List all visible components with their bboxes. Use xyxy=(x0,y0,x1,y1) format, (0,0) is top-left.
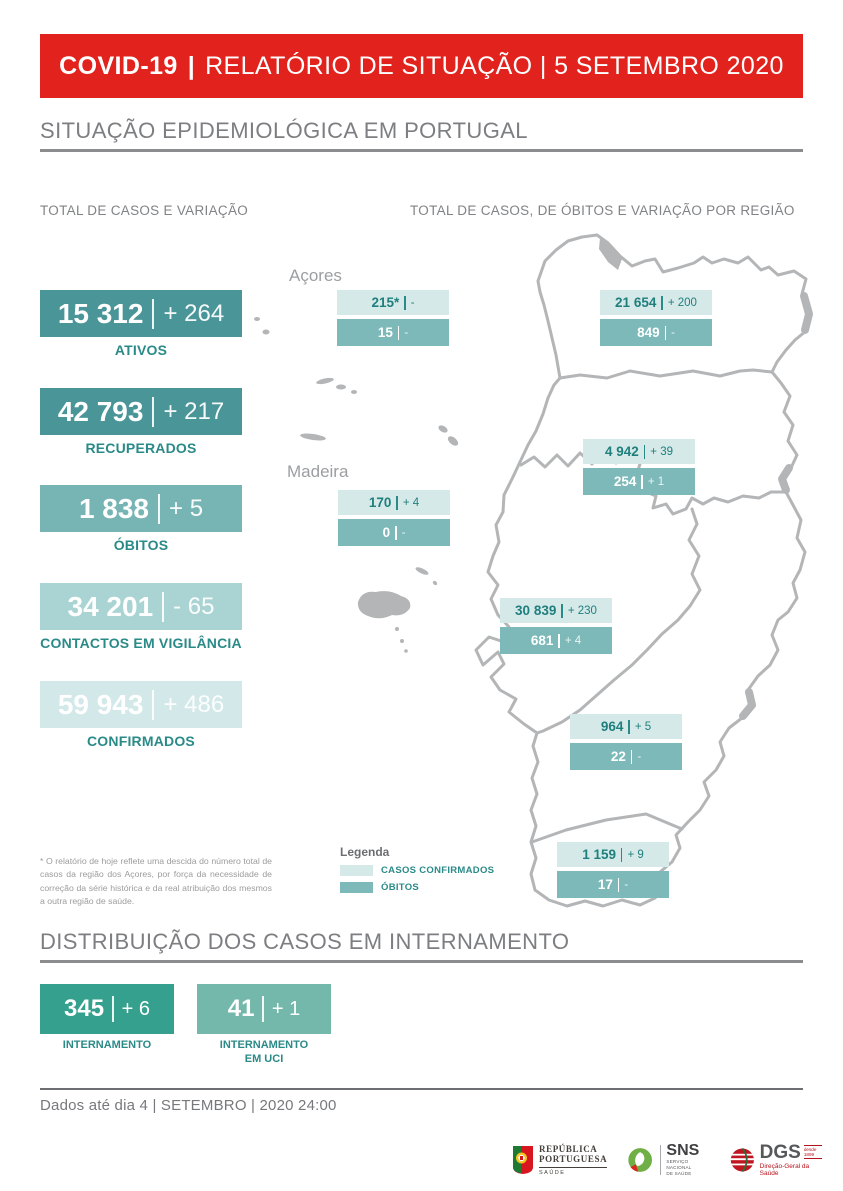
section-divider-2 xyxy=(40,960,803,963)
value-separator xyxy=(641,475,643,489)
norte-cases-value: 21 654 xyxy=(615,295,657,310)
region-boxes-norte xyxy=(600,290,712,346)
azores-label: Açores xyxy=(289,266,342,285)
value-separator xyxy=(152,690,154,720)
algarve-deaths-variation: - xyxy=(624,878,629,891)
stat-box-confirmados xyxy=(40,681,242,728)
norte-deaths-value: 849 xyxy=(637,325,660,340)
obitos-value: 1 838 xyxy=(78,492,150,524)
value-separator xyxy=(404,296,406,310)
dgs-since: desde 1899 xyxy=(804,1145,822,1159)
region-boxes-centro xyxy=(583,439,695,495)
ativos-label: ATIVOS xyxy=(114,342,168,358)
map-border-norte-centro xyxy=(560,370,772,378)
azores-cases-box xyxy=(337,290,449,315)
dgs-logo xyxy=(729,1143,822,1177)
map-border-thick-east xyxy=(782,468,789,490)
internamento-label: INTERNAMENTO xyxy=(62,1039,152,1051)
obitos-label: ÓBITOS xyxy=(113,537,169,553)
azores-cases-variation: - xyxy=(410,296,415,309)
algarve-cases-value: 1 159 xyxy=(582,847,616,862)
value-separator xyxy=(398,326,400,340)
recuperados-variation: + 217 xyxy=(163,397,225,425)
alentejo-cases-variation: + 5 xyxy=(634,720,652,733)
ativos-variation: + 264 xyxy=(163,299,225,327)
report-title-bold: COVID-19 xyxy=(59,51,178,80)
section-divider-1 xyxy=(40,149,803,152)
azores-footnote: * O relatório de hoje reflete uma descida do número total de casos da região dos Açores, por força da necessidade de correção da série histórica e da real atribuição dos mesmos a outra região de saúde. xyxy=(40,856,272,907)
footer-divider xyxy=(40,1088,803,1090)
value-separator xyxy=(561,604,563,618)
report-title-rest: RELATÓRIO DE SITUAÇÃO | 5 SETEMBRO 2020 xyxy=(205,51,784,80)
region-boxes-algarve xyxy=(557,842,669,898)
algarve-deaths-box xyxy=(557,871,669,898)
republica-line2: PORTUGUESA xyxy=(539,1154,608,1164)
lisboa-deaths-box xyxy=(500,627,612,654)
stat-box-ativos xyxy=(40,290,242,337)
contactos-value: 34 201 xyxy=(67,590,154,622)
alentejo-cases-box xyxy=(570,714,682,739)
madeira-label: Madeira xyxy=(287,462,349,481)
uci-variation: + 1 xyxy=(271,997,301,1020)
value-separator xyxy=(628,720,630,734)
data-cutoff-note: Dados até dia 4 | SETEMBRO | 2020 24:00 xyxy=(40,1097,337,1114)
republica-tagline: SAÚDE xyxy=(539,1167,607,1176)
republica-line1: REPÚBLICA xyxy=(539,1143,598,1154)
region-boxes-alentejo xyxy=(570,714,682,770)
legend-swatch-cases xyxy=(340,865,373,876)
lisboa-deaths-value: 681 xyxy=(530,633,554,648)
uci-value: 41 xyxy=(227,995,255,1022)
report-header-banner xyxy=(40,34,803,98)
sns-icon xyxy=(627,1145,653,1175)
value-separator xyxy=(396,496,398,510)
algarve-cases-variation: + 9 xyxy=(627,848,644,861)
value-separator xyxy=(152,397,154,427)
internamento-uci-label: INTERNAMENTO EM UCI xyxy=(219,1039,309,1066)
sns-subtitle-line2: DE SAÚDE xyxy=(666,1170,692,1176)
legend-label-cases: CASOS CONFIRMADOS xyxy=(381,865,495,876)
algarve-cases-box xyxy=(557,842,669,867)
value-separator xyxy=(158,494,160,524)
value-separator xyxy=(665,326,667,340)
alentejo-deaths-variation: - xyxy=(637,750,642,763)
internamento-value: 345 xyxy=(64,995,105,1022)
republica-portuguesa-logo xyxy=(512,1144,607,1177)
subtitle-national-totals: TOTAL DE CASOS E VARIAÇÃO xyxy=(40,203,249,218)
obitos-variation: + 5 xyxy=(169,494,204,522)
value-separator xyxy=(621,848,623,862)
stat-box-contactos xyxy=(40,583,242,630)
region-boxes-azores xyxy=(337,290,449,346)
stat-box-internamento xyxy=(40,984,174,1034)
legend-item-cases xyxy=(340,865,494,876)
map-border-thick-se xyxy=(743,692,752,716)
dgs-subtitle: Direção-Geral da Saúde xyxy=(759,1163,810,1177)
contactos-variation: - 65 xyxy=(173,592,215,620)
sns-title: SNS xyxy=(666,1142,700,1160)
stat-box-obitos xyxy=(40,485,242,532)
value-separator xyxy=(631,750,633,764)
section-title-hospital: DISTRIBUIÇÃO DOS CASOS EM INTERNAMENTO xyxy=(40,929,570,954)
value-separator xyxy=(112,996,114,1022)
section-title-epidemiology: SITUAÇÃO EPIDEMIOLÓGICA EM PORTUGAL xyxy=(40,118,528,143)
norte-deaths-box xyxy=(600,319,712,346)
norte-cases-variation: + 200 xyxy=(667,296,697,309)
madeira-cases-variation: + 4 xyxy=(402,496,420,509)
alentejo-deaths-box xyxy=(570,743,682,770)
stat-box-recuperados xyxy=(40,388,242,435)
azores-deaths-value: 15 xyxy=(377,325,393,340)
dgs-title: DGS xyxy=(759,1142,801,1163)
value-separator xyxy=(618,878,620,892)
lisboa-deaths-variation: + 4 xyxy=(564,634,582,647)
value-separator xyxy=(558,634,560,648)
azores-deaths-box xyxy=(337,319,449,346)
portugal-flag-icon xyxy=(512,1145,534,1175)
region-boxes-madeira xyxy=(338,490,450,546)
sns-divider xyxy=(660,1145,661,1175)
madeira-cases-value: 170 xyxy=(368,495,392,510)
confirmados-variation: + 486 xyxy=(163,690,225,718)
dgs-sphere-icon xyxy=(729,1145,756,1175)
confirmados-label: CONFIRMADOS xyxy=(87,733,195,749)
madeira-cases-box xyxy=(338,490,450,515)
header-separator: | xyxy=(187,51,196,80)
stat-box-internamento-uci xyxy=(197,984,331,1034)
map-border-thick-ne xyxy=(804,296,809,330)
portugal-map xyxy=(240,228,840,938)
centro-deaths-variation: + 1 xyxy=(647,475,665,488)
legend-swatch-deaths xyxy=(340,882,373,893)
madeira-islands xyxy=(358,566,438,653)
legend-item-deaths xyxy=(340,882,494,893)
lisboa-cases-box xyxy=(500,598,612,623)
madeira-deaths-box xyxy=(338,519,450,546)
norte-cases-box xyxy=(600,290,712,315)
value-separator xyxy=(644,445,646,459)
region-boxes-lisboa xyxy=(500,598,612,654)
algarve-deaths-value: 17 xyxy=(597,877,613,892)
confirmados-value: 59 943 xyxy=(57,688,144,720)
azores-deaths-variation: - xyxy=(404,326,409,339)
sns-subtitle-line1: SERVIÇO NACIONAL xyxy=(666,1159,692,1171)
internamento-variation: + 6 xyxy=(121,997,150,1020)
centro-cases-variation: + 39 xyxy=(650,445,673,458)
lisboa-cases-value: 30 839 xyxy=(515,603,557,618)
centro-cases-box xyxy=(583,439,695,464)
legend-label-deaths: ÓBITOS xyxy=(381,882,420,893)
legend-title: Legenda xyxy=(340,845,390,859)
ativos-value: 15 312 xyxy=(57,297,144,329)
contactos-label: CONTACTOS EM VIGILÂNCIA xyxy=(40,635,242,651)
alentejo-deaths-value: 22 xyxy=(610,749,626,764)
subtitle-regional-totals: TOTAL DE CASOS, DE ÓBITOS E VARIAÇÃO POR REGIÃO xyxy=(410,203,795,218)
value-separator xyxy=(152,299,154,329)
madeira-deaths-variation: - xyxy=(401,526,406,539)
sns-logo xyxy=(627,1143,709,1177)
recuperados-label: RECUPERADOS xyxy=(85,440,197,456)
madeira-deaths-value: 0 xyxy=(382,525,391,540)
norte-deaths-variation: - xyxy=(671,326,675,339)
value-separator xyxy=(162,592,164,622)
footer-logos xyxy=(512,1133,822,1187)
map-legend xyxy=(340,845,494,899)
centro-deaths-box xyxy=(583,468,695,495)
recuperados-value: 42 793 xyxy=(57,395,144,427)
value-separator xyxy=(262,996,264,1022)
map-border-alentejo-algarve xyxy=(532,814,682,842)
value-separator xyxy=(395,526,397,540)
value-separator xyxy=(661,296,663,310)
alentejo-cases-value: 964 xyxy=(600,719,624,734)
lisboa-cases-variation: + 230 xyxy=(567,604,597,617)
azores-cases-value: 215* xyxy=(371,295,400,310)
centro-deaths-value: 254 xyxy=(613,474,637,489)
centro-cases-value: 4 942 xyxy=(605,444,639,459)
